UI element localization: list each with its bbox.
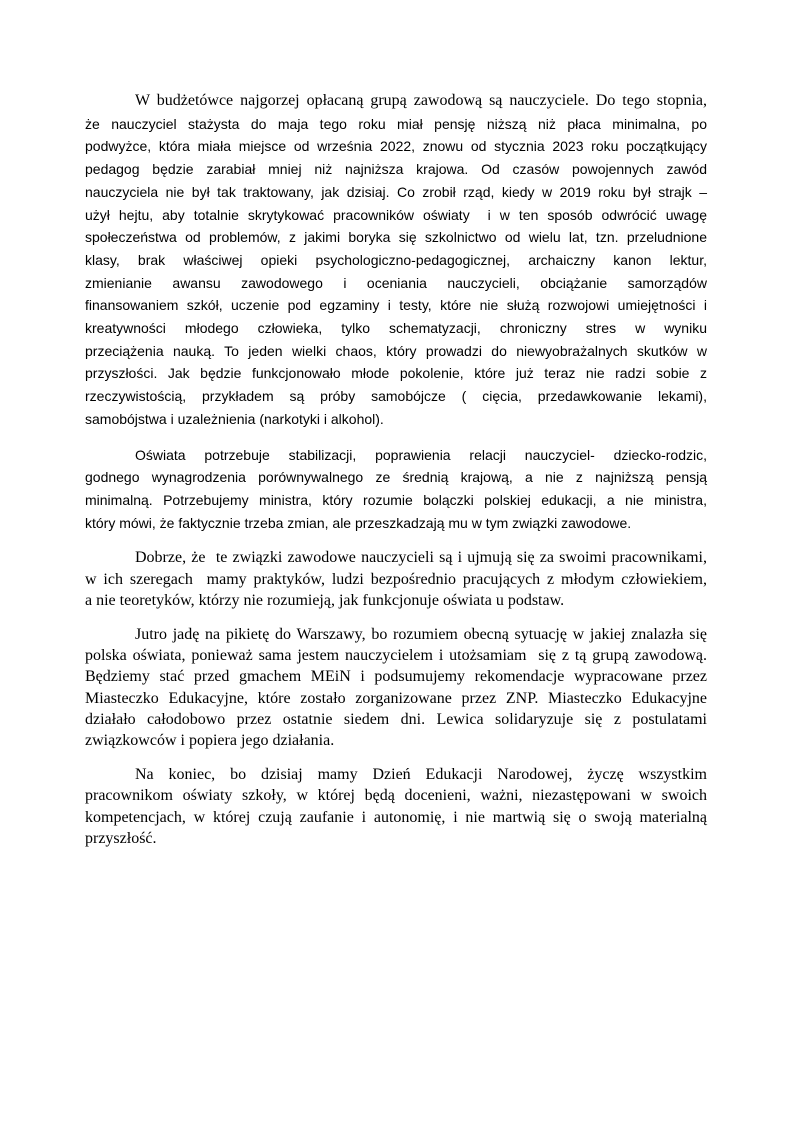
text-line: Jutro jadę na pikietę do Warszawy, bo rozumiem obecną sytuację w jakiej znalazła się [135, 625, 707, 643]
text-line: a nie teoretyków, którzy nie rozumieją, jak funkcjonuje oświata u podstaw. [85, 591, 565, 609]
text-line: w ich szeregach mamy praktyków, ludzi bezpośrednio pracujących z młodym człowiekiem, [85, 570, 707, 588]
text-line: W budżetówce najgorzej opłacaną grupą zawodową są nauczyciele. Do tego stopnia, [135, 92, 707, 109]
text-line: Oświata potrzebuje stabilizacji, poprawienia relacji nauczyciel- dziecko-rodzic, [135, 446, 707, 463]
document-content [85, 90, 707, 862]
text-line: klasy, brak właściwej opieki psychologiczno-pedagogicznej, archaiczny kanon lektur, [85, 251, 707, 268]
text-line: godnego wynagrodzenia porównywalnego ze średnią krajową, a nie z najniższą pensją [85, 469, 707, 486]
text-line: samobójstwa i uzależnienia (narkotyki i alkohol). [85, 410, 384, 427]
text-line: że nauczyciel stażysta do maja tego roku miał pensję niższą niż płaca minimalna, po [85, 115, 707, 132]
text-line: przeciążenia nauką. To jeden wielki chaos, który prowadzi do niewyobrażalnych skutków w [85, 342, 707, 359]
text-line: rzeczywistością, przykładem są próby samobójcze ( cięcia, przedawkowanie lekami), [85, 388, 707, 405]
text-line: kompetencjach, w której czują zaufanie i autonomię, i nie martwią się o swoją materialną [85, 808, 707, 826]
text-line: Na koniec, bo dzisiaj mamy Dzień Edukacji Narodowej, życzę wszystkim [135, 766, 707, 784]
text-line: związkowców i popiera jego działania. [85, 731, 335, 749]
text-line: przyszłość. [85, 829, 157, 847]
text-line: działało całodobowo przez ostatnie siedem dni. Lewica solidaryzuje się z postulatami [85, 710, 707, 728]
text-line: nauczyciela nie był tak traktowany, jak dzisiaj. Co zrobił rząd, kiedy w 2019 roku był strajk – [85, 183, 707, 200]
text-line: Miasteczko Edukacyjne, które zostało zorganizowane przez ZNP. Miasteczko Edukacyjne [85, 689, 707, 707]
text-line: minimalną. Potrzebujemy ministra, który rozumie bolączki polskiej edukacji, a nie ministra, [85, 491, 707, 508]
text-line: Dobrze, że te związki zawodowe nauczycieli są i ujmują się za swoimi pracownikami, [135, 549, 707, 567]
text-line: Będziemy stać przed gmachem MEiN i podsumujemy rekomendacje wypracowane przez [85, 668, 707, 686]
text-line: który mówi, że faktycznie trzeba zmian, ale przeszkadzają mu w tym związki zawodowe. [85, 514, 632, 531]
text-line: podwyżce, która miała miejsce od września 2022, znowu od stycznia 2023 roku początkujący [85, 138, 707, 155]
text-line: pracownikom oświaty szkoły, w której będą docenieni, ważni, niezastępowani w swoich [85, 787, 707, 805]
paragraph [85, 624, 707, 751]
paragraph [85, 547, 707, 611]
paragraph [85, 444, 707, 535]
text-line: zmienianie awansu zawodowego i oceniania nauczycieli, obciążanie samorządów [85, 274, 707, 291]
text-line: kreatywności młodego człowieka, tylko schematyzacji, chroniczny stres w wyniku [85, 320, 707, 337]
paragraph [85, 764, 707, 849]
text-line: pedagog będzie zarabiał mniej niż najniższa krajowa. Od czasów powojennych zawód [85, 161, 707, 178]
text-line: finansowaniem szkół, uczenie pod egzaminy i testy, które nie służą rozwojowi umiejętności i [85, 297, 707, 314]
text-line: przyszłości. Jak będzie funkcjonowało młode pokolenie, które już teraz nie radzi sobie z [85, 365, 707, 382]
text-line: społeczeństwa od problemów, z jakimi boryka się szkolnictwo od wielu lat, tzn. przeludnione [85, 229, 707, 246]
text-line: polska oświata, ponieważ sama jestem nauczycielem i utożsamiam się z tą grupą zawodową. [85, 647, 707, 665]
text-line: użył hejtu, aby totalnie skrytykować pracowników oświaty i w ten sposób odwrócić uwagę [85, 206, 707, 223]
paragraph [85, 90, 707, 431]
